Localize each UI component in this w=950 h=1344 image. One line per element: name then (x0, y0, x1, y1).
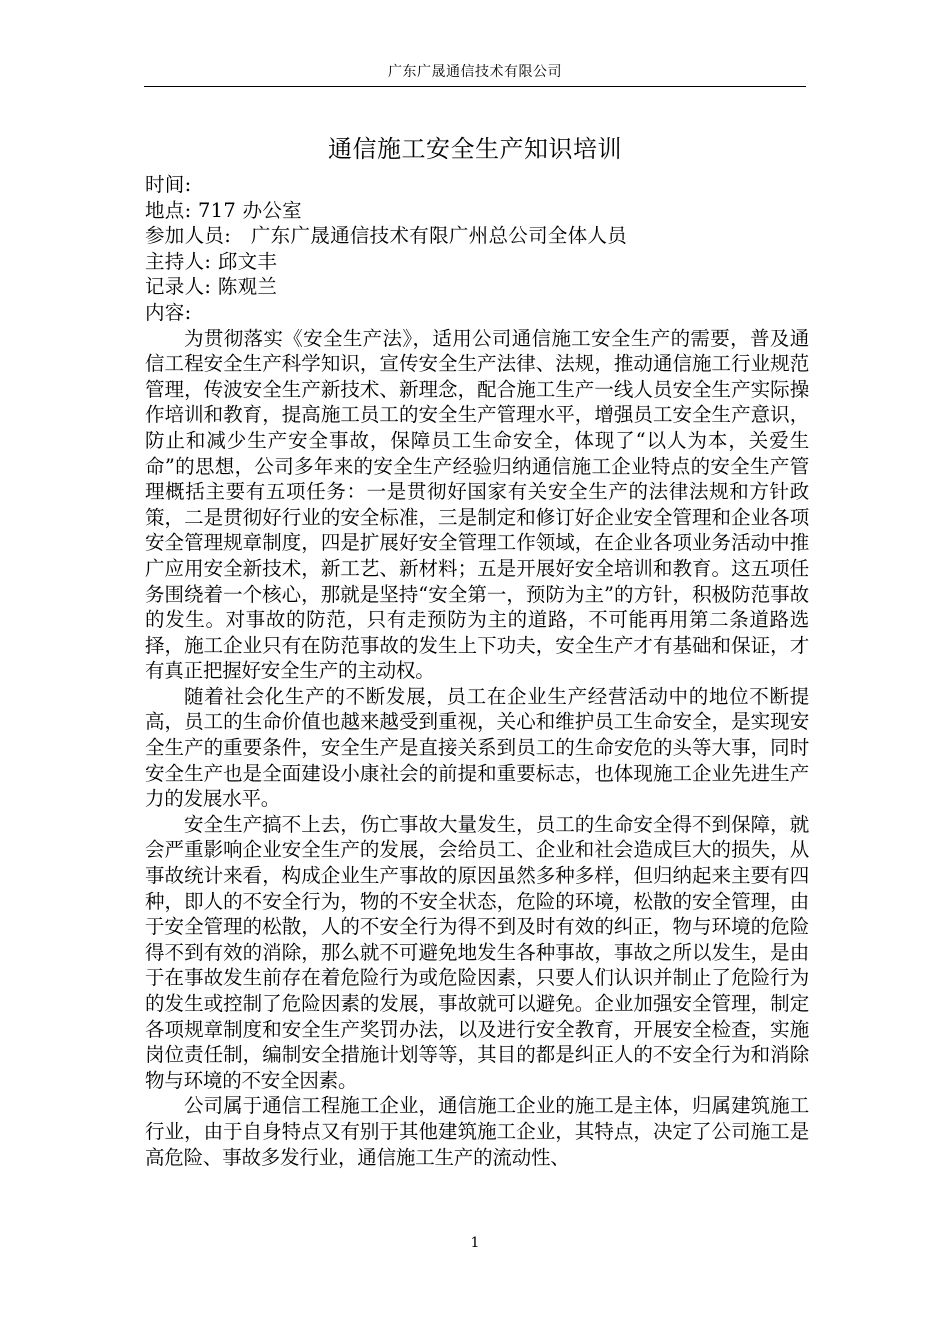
page-number: 1 (470, 1235, 480, 1251)
body-paragraph: 为贯彻落实《安全生产法》，适用公司通信施工安全生产的需要，普及通信工程安全生产科学知识，宣传安全生产法律、法规，推动通信施工行业规范管理，传波安全生产新技术、新理念，配合施工生产一线人员安全生产实际操作培训和教育，提高施工员工的安全生产管理水平，增强员工安全生产意识，防止和减少生产安全事故，保障员工生命安全，体现了“以人为本，关爱生命”的思想，公司多年来的安全生产经验归纳通信施工企业特点的安全生产管理概括主要有五项任务：一是贯彻好国家有关安全生产的法律法规和方针政策，二是贯彻好行业的安全标准，三是制定和修订好企业安全管理和企业各项安全管理规章制度，四是扩展好安全管理工作领域，在企业各项业务活动中推广应用安全新技术，新工艺、新材料；五是开展好安全培训和教育。这五项任务围绕着一个核心，那就是坚持“安全第一，预防为主”的方针，积极防范事故的发生。对事故的防范，只有走预防为主的道路，不可能再用第二条道路选择，施工企业只有在防范事故的发生上下功夫，安全生产才有基础和保证，才有真正把握好安全生产的主动权。 (145, 326, 809, 683)
header-company-name: 广东广晟通信技术有限公司 (388, 64, 562, 80)
meta-location: 地点: 717 办公室 (145, 198, 302, 222)
page-header (144, 60, 806, 87)
document-body (145, 172, 809, 1170)
page-footer (0, 1234, 950, 1252)
body-paragraph: 随着社会化生产的不断发展，员工在企业生产经营活动中的地位不断提高，员工的生命价值也越来越受到重视，关心和维护员工生命安全，是实现安全生产的重要条件，安全生产是直接关系到员工的生命安危的头等大事，同时安全生产也是全面建设小康社会的前提和重要标志，也体现施工企业先进生产力的发展水平。 (145, 684, 809, 811)
meta-host: 主持人: 邱文丰 (145, 249, 278, 273)
meta-time: 时间: (145, 173, 192, 196)
meta-attendees: 参加人员: 广东广晟通信技术有限广州总公司全体人员 (145, 224, 628, 248)
meta-recorder: 记录人: 陈观兰 (145, 275, 278, 299)
body-paragraph: 安全生产搞不上去，伤亡事故大量发生，员工的生命安全得不到保障，就会严重影响企业安全生产的发展，会给员工、企业和社会造成巨大的损失，从事故统计来看，构成企业生产事故的原因虽然多种多样，但归纳起来主要有四种，即人的不安全行为，物的不安全状态，危险的环境，松散的安全管理，由于安全管理的松散，人的不安全行为得不到及时有效的纠正，物与环境的危险得不到有效的消除，那么就不可避免地发生各种事故，事故之所以发生，是由于在事故发生前存在着危险行为或危险因素，只要人们认识并制止了危险行为的发生或控制了危险因素的发展，事故就可以避免。企业加强安全管理，制定各项规章制度和安全生产奖罚办法，以及进行安全教育，开展安全检查，实施岗位责任制，编制安全措施计划等等，其目的都是纠正人的不安全行为和消除物与环境的不安全因素。 (145, 812, 809, 1092)
meta-content-label: 内容: (145, 300, 192, 324)
document-title: 通信施工安全生产知识培训 (328, 135, 622, 163)
body-paragraph: 公司属于通信工程施工企业，通信施工企业的施工是主体，归属建筑施工行业，由于自身特点又有别于其他建筑施工企业，其特点，决定了公司施工是高危险、事故多发行业，通信施工生产的流动性、 (145, 1094, 809, 1169)
